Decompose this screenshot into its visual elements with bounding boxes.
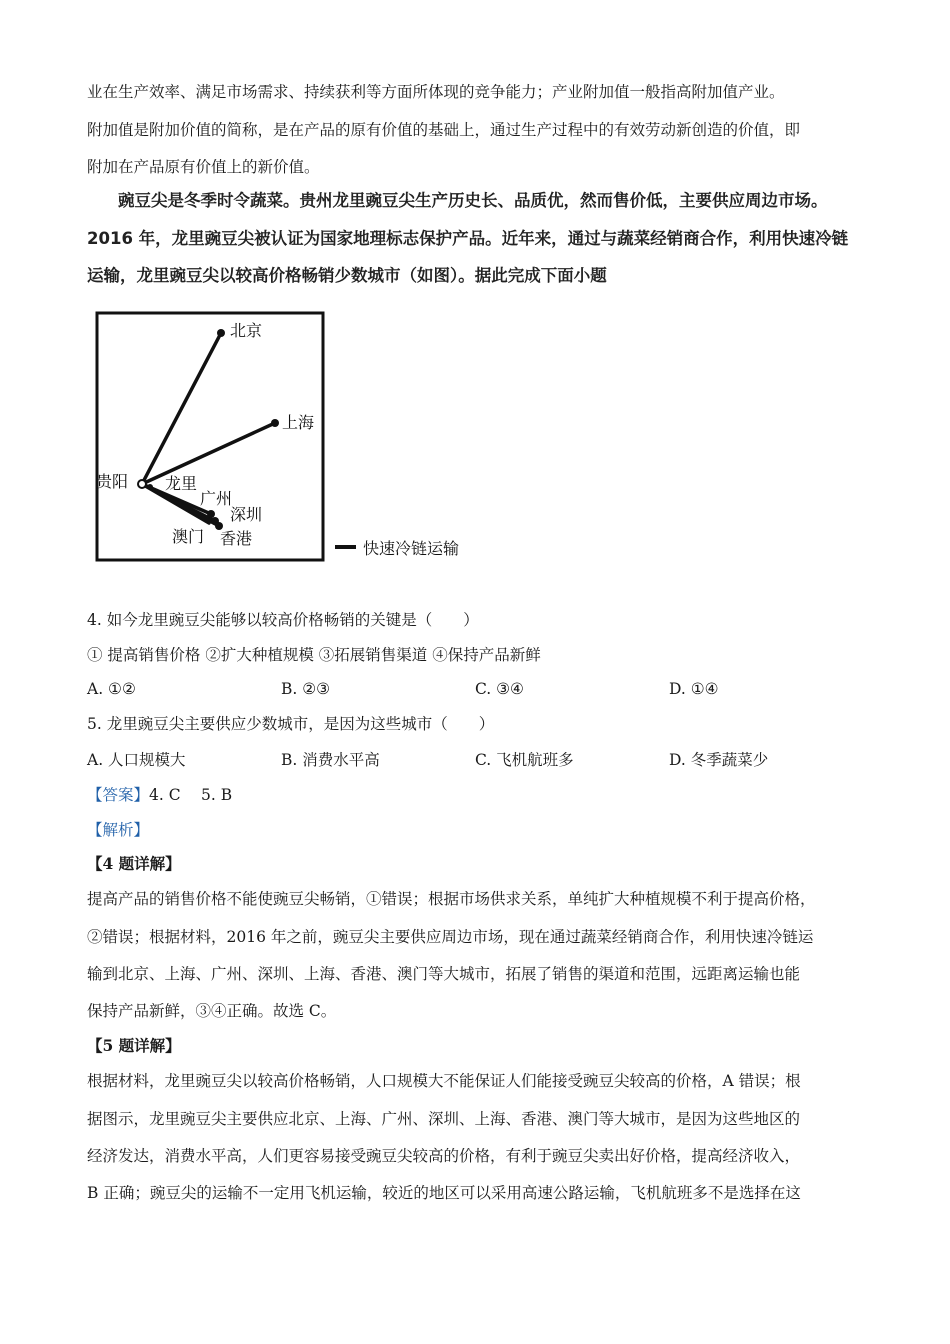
answer-line xyxy=(87,785,232,805)
label-guiyang: 贵阳 xyxy=(96,472,129,491)
intro-line: 运输，龙里豌豆尖以较高价格畅销少数城市（如图）。据此完成下面小题 xyxy=(87,266,607,285)
detail-4-line: 提高产品的销售价格不能使豌豆尖畅销，①错误；根据市场供求关系，单纯扩大种植规模不利于提高价格， xyxy=(87,890,816,908)
detail-4-line: 保持产品新鲜，③④正确。故选 C。 xyxy=(87,1002,337,1020)
dot-guangzhou xyxy=(207,510,215,518)
q5-option-a[interactable]: A. 人口规模大 xyxy=(87,751,186,769)
paragraph-line: 附加值是附加价值的简称，是在产品的原有价值的基础上，通过生产过程中的有效劳动新创造的价值，即 xyxy=(87,121,801,139)
detail-5-line: 经济发达，消费水平高，人们更容易接受豌豆尖较高的价格，有利于豌豆尖卖出好价格，提高经济收入， xyxy=(87,1147,801,1165)
q5-option-c[interactable]: C. 飞机航班多 xyxy=(475,751,574,769)
intro-line: 豌豆尖是冬季时令蔬菜。贵州龙里豌豆尖生产历史长、品质优，然而售价低，主要供应周边市场。 xyxy=(118,191,828,210)
detail-5-title: 【5 题详解】 xyxy=(87,1036,181,1055)
detail-4-title: 【4 题详解】 xyxy=(87,854,181,873)
question-4-items: ① 提高销售价格 ②扩大种植规模 ③拓展销售渠道 ④保持产品新鲜 xyxy=(87,646,541,664)
dot-shanghai xyxy=(271,419,279,427)
detail-4-line: ②错误；根据材料，2016 年之前，豌豆尖主要供应周边市场，现在通过蔬菜经销商合作，利用快速冷链运 xyxy=(87,928,814,946)
cold-chain-map xyxy=(90,305,490,570)
paragraph-line: 附加在产品原有价值上的新价值。 xyxy=(87,158,320,176)
label-shenzhen: 深圳 xyxy=(230,505,263,524)
label-shanghai: 上海 xyxy=(282,413,315,432)
route-shanghai xyxy=(142,423,275,484)
q5-option-d[interactable]: D. 冬季蔬菜少 xyxy=(669,751,769,769)
intro-line: 2016 年，龙里豌豆尖被认证为国家地理标志保护产品。近年来，通过与蔬菜经销商合作，利用快速冷链 xyxy=(87,229,849,248)
label-hongkong: 香港 xyxy=(220,529,253,548)
dot-guiyang xyxy=(138,480,146,488)
analysis-label: 【解析】 xyxy=(87,821,150,839)
route-beijing xyxy=(142,333,221,484)
dot-longli xyxy=(147,484,153,490)
question-4-stem: 4. 如今龙里豌豆尖能够以较高价格畅销的关键是（ ） xyxy=(87,611,479,629)
detail-4-line: 输到北京、上海、广州、深圳、上海、香港、澳门等大城市，拓展了销售的渠道和范围，远距离运输也能 xyxy=(87,965,801,983)
q4-option-a[interactable]: A. ①② xyxy=(87,680,136,698)
dot-beijing xyxy=(217,329,225,337)
q5-option-b[interactable]: B. 消费水平高 xyxy=(281,751,380,769)
q4-option-b[interactable]: B. ②③ xyxy=(281,680,331,698)
label-guangzhou: 广州 xyxy=(200,489,233,508)
answer-text: 4. C 5. B xyxy=(149,786,233,804)
answer-label: 【答案】 xyxy=(87,786,150,804)
legend-label: 快速冷链运输 xyxy=(363,539,460,558)
q4-option-c[interactable]: C. ③④ xyxy=(475,680,524,698)
label-macau: 澳门 xyxy=(172,527,205,546)
detail-5-line: 根据材料，龙里豌豆尖以较高价格畅销，人口规模大不能保证人们能接受豌豆尖较高的价格，A 错误；根 xyxy=(87,1072,801,1090)
label-beijing: 北京 xyxy=(230,321,263,340)
detail-5-line: B 正确；豌豆尖的运输不一定用飞机运输，较近的地区可以采用高速公路运输，飞机航班多不是选择在这 xyxy=(87,1184,801,1202)
detail-5-line: 据图示，龙里豌豆尖主要供应北京、上海、广州、深圳、上海、香港、澳门等大城市，是因为这些地区的 xyxy=(87,1110,801,1128)
paragraph-line: 业在生产效率、满足市场需求、持续获利等方面所体现的竞争能力；产业附加值一般指高附加值产业。 xyxy=(87,83,785,101)
question-5-stem: 5. 龙里豌豆尖主要供应少数城市，是因为这些城市（ ） xyxy=(87,715,495,733)
q4-option-d[interactable]: D. ①④ xyxy=(669,680,719,698)
label-longli: 龙里 xyxy=(165,474,198,493)
